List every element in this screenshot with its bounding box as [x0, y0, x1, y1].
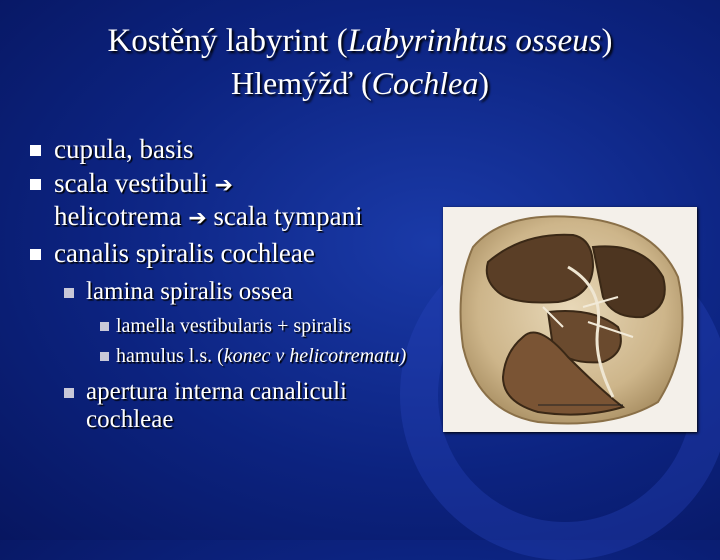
bullet-text: helicotrema [54, 201, 182, 231]
bullet-list [24, 134, 434, 442]
bullet-square-icon [64, 388, 74, 398]
title-latin-term: Labyrinhtus osseus [347, 23, 602, 59]
sub-bullet-text: apertura interna canaliculi cochleae [86, 378, 347, 433]
title-line-1 [0, 20, 720, 62]
sub-bullet-text: lamina spiralis ossea [86, 278, 293, 305]
bullet-text: scala vestibuli [54, 168, 208, 198]
subsub-bullet-text: lamella vestibularis + spiralis [116, 315, 352, 337]
bullet-square-icon [100, 352, 109, 361]
sub-bullet-item [24, 278, 434, 306]
arrow-right-icon: ➔ [188, 206, 207, 231]
arrow-right-icon: ➔ [214, 173, 233, 198]
subtitle-latin-term: Cochlea [371, 65, 479, 101]
cochlea-illustration [443, 207, 697, 432]
title-text: Kostěný labyrint ( [107, 23, 348, 59]
subtitle-paren: ) [478, 65, 489, 101]
subsub-bullet-item [24, 344, 434, 368]
bullet-text: canalis spiralis cochleae [54, 238, 315, 268]
bullet-text: cupula, basis [54, 134, 194, 164]
title-line-2 [0, 62, 720, 104]
bullet-square-icon [30, 179, 41, 190]
cochlea-cross-section-image [443, 207, 697, 432]
bullet-square-icon [30, 145, 41, 156]
subtitle-text: Hlemýžď ( [231, 65, 372, 101]
title-paren: ) [601, 23, 613, 59]
slide-title [0, 20, 720, 104]
subsub-bullet-text: hamulus l.s. ( [116, 345, 224, 367]
bullet-square-icon [64, 288, 74, 298]
bullet-item [24, 238, 434, 268]
sub-bullet-item [24, 378, 434, 434]
bullet-text: scala tympani [213, 201, 363, 231]
bullet-square-icon [30, 249, 41, 260]
bullet-item [24, 168, 434, 234]
subsub-bullet-item [24, 314, 434, 338]
bullet-item [24, 134, 434, 164]
bullet-square-icon [100, 322, 109, 331]
subsub-bullet-italic: konec v helicotrematu) [223, 345, 407, 367]
